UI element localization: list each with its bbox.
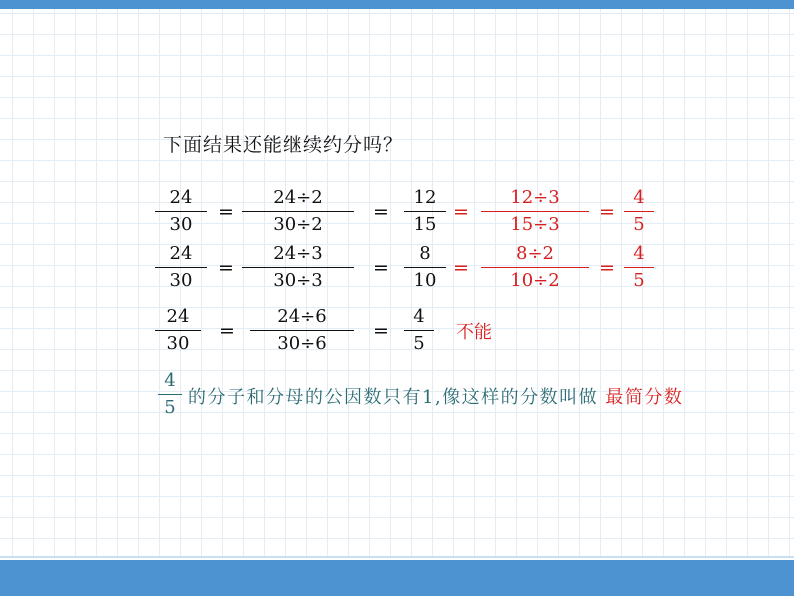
equals-sign: = <box>453 257 469 279</box>
fraction-4-5: 4 5 <box>624 186 654 237</box>
fraction-bar <box>242 211 354 212</box>
fraction-divide: 12÷3 15÷3 <box>481 186 589 237</box>
cannot-reduce-note: 不能 <box>456 322 492 343</box>
bottom-band-line <box>0 556 794 558</box>
fraction-12-15: 12 15 <box>404 186 446 237</box>
fraction-bar <box>158 394 182 395</box>
fraction-bar <box>404 267 446 268</box>
fraction-bar <box>481 267 589 268</box>
fraction-bar <box>155 330 201 331</box>
equals-sign: = <box>218 257 234 279</box>
simplest-fraction-term: 最简分数 <box>605 387 684 408</box>
equals-sign: = <box>218 201 234 223</box>
equals-sign: = <box>373 320 389 342</box>
conclusion-sentence: 的分子和分母的公因数只有1,像这样的分数叫做 <box>188 387 599 408</box>
fraction-24-30: 24 30 <box>155 305 201 356</box>
fraction-bar <box>155 211 207 212</box>
equals-sign: = <box>453 201 469 223</box>
fraction-bar <box>624 211 654 212</box>
fraction-bar <box>250 330 354 331</box>
equals-sign: = <box>373 201 389 223</box>
conclusion-fraction: 4 5 <box>158 369 182 420</box>
fraction-bar <box>155 267 207 268</box>
equals-sign: = <box>219 320 235 342</box>
fraction-divide: 8÷2 10÷2 <box>481 242 589 293</box>
fraction-24-30: 24 30 <box>155 242 207 293</box>
fraction-bar <box>624 267 654 268</box>
top-band <box>0 0 794 9</box>
fraction-24-30: 24 30 <box>155 186 207 237</box>
fraction-divide: 24÷6 30÷6 <box>250 305 354 356</box>
bottom-band <box>0 560 794 596</box>
fraction-8-10: 8 10 <box>404 242 446 293</box>
grid-background <box>0 9 794 556</box>
fraction-bar <box>481 211 589 212</box>
fraction-4-5: 4 5 <box>404 305 434 356</box>
conclusion-text <box>188 383 683 409</box>
equals-sign: = <box>599 257 615 279</box>
fraction-bar <box>242 267 354 268</box>
fraction-bar <box>404 330 434 331</box>
equals-sign: = <box>373 257 389 279</box>
question-text: 下面结果还能继续约分吗？ <box>163 134 404 156</box>
fraction-bar <box>404 211 446 212</box>
fraction-4-5: 4 5 <box>624 242 654 293</box>
fraction-divide: 24÷3 30÷3 <box>242 242 354 293</box>
equals-sign: = <box>599 201 615 223</box>
fraction-divide: 24÷2 30÷2 <box>242 186 354 237</box>
